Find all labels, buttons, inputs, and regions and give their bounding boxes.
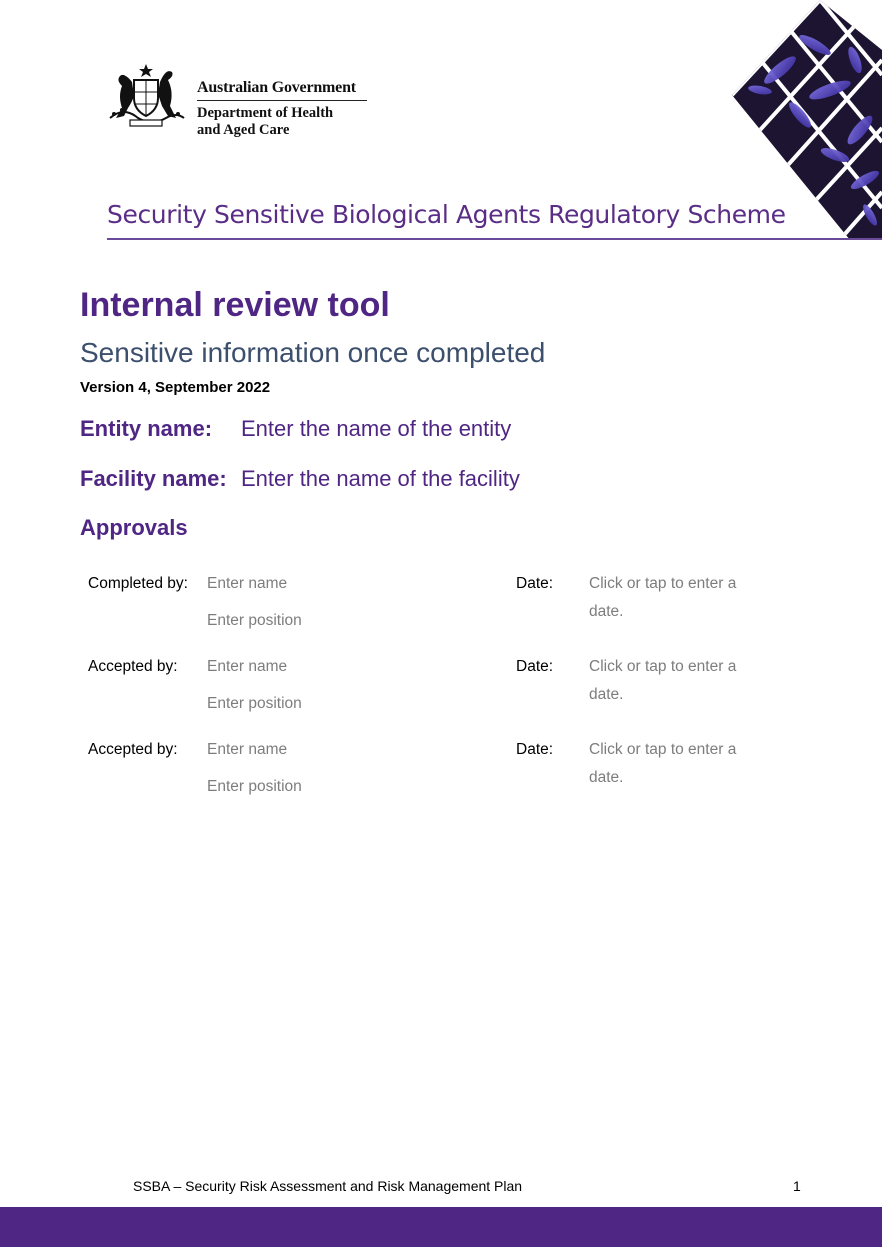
- government-wordmark: [197, 79, 367, 139]
- page-number: 1: [793, 1178, 801, 1194]
- approval-row: [88, 736, 788, 816]
- document-title: Internal review tool: [80, 286, 390, 324]
- approval-row: [88, 570, 788, 650]
- footer-title: SSBA – Security Risk Assessment and Risk Management Plan: [133, 1178, 523, 1194]
- approver-name-field[interactable]: Enter name: [207, 575, 288, 592]
- approval-role-label: Completed by:: [88, 575, 188, 592]
- footer-bar: [0, 1207, 882, 1247]
- date-label: Date:: [516, 658, 554, 675]
- approver-position-field[interactable]: Enter position: [207, 612, 302, 629]
- approver-position-field[interactable]: Enter position: [207, 778, 302, 795]
- approval-role-label: Accepted by:: [88, 741, 178, 758]
- date-label: Date:: [516, 575, 554, 592]
- date-picker-field[interactable]: Click or tap to enter a date.: [589, 658, 737, 703]
- date-picker-field[interactable]: Click or tap to enter a date.: [589, 741, 737, 786]
- entity-name-label: Entity name:: [80, 416, 213, 441]
- government-logo: [104, 62, 364, 138]
- approvals-heading: Approvals: [80, 515, 188, 540]
- date-label: Date:: [516, 741, 554, 758]
- entity-name-field[interactable]: Enter the name of the entity: [241, 416, 512, 441]
- approver-name-field[interactable]: Enter name: [207, 658, 288, 675]
- approval-row: [88, 653, 788, 733]
- department-name-line1: Department of Health: [197, 105, 334, 121]
- coat-of-arms-icon: [104, 62, 188, 128]
- document-subtitle: Sensitive information once completed: [80, 337, 546, 368]
- scheme-title: Security Sensitive Biological Agents Regulatory Scheme: [107, 200, 786, 229]
- date-picker-field[interactable]: Click or tap to enter a date.: [589, 575, 737, 620]
- document-version: Version 4, September 2022: [80, 379, 271, 396]
- header-divider: [107, 238, 882, 240]
- facility-name-label: Facility name:: [80, 466, 227, 491]
- government-name: Australian Government: [197, 79, 367, 101]
- approval-role-label: Accepted by:: [88, 658, 178, 675]
- department-name-line2: and Aged Care: [197, 122, 290, 138]
- approver-name-field[interactable]: Enter name: [207, 741, 288, 758]
- approver-position-field[interactable]: Enter position: [207, 695, 302, 712]
- facility-name-field[interactable]: Enter the name of the facility: [241, 466, 520, 491]
